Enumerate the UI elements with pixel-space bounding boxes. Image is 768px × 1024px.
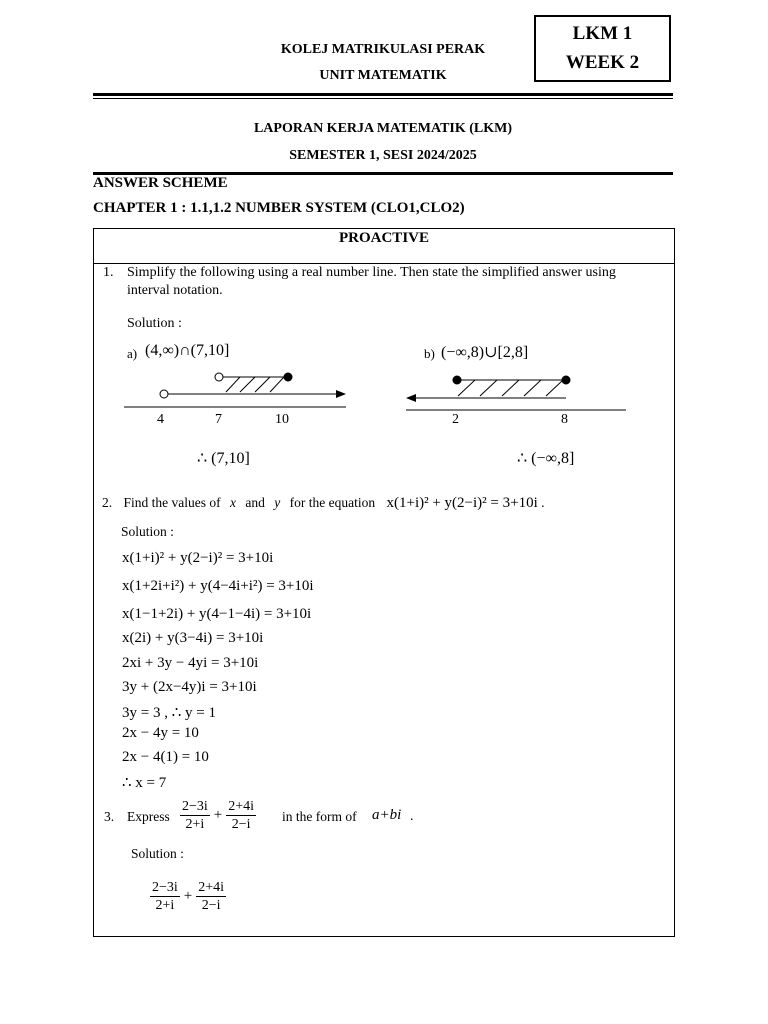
- q3-fraction-2-den: 2−i: [231, 817, 251, 832]
- q1a-label: a): [127, 346, 138, 361]
- q2-step-5: 2xi + 3y − 4yi = 3+10i: [122, 655, 259, 671]
- number-line-b: [400, 365, 630, 415]
- q1-solution-label: Solution :: [127, 316, 182, 331]
- q2-var-y: y: [274, 495, 281, 510]
- semester-line: SEMESTER 1, SESI 2024/2025: [289, 148, 477, 163]
- q1-number: 1.: [103, 265, 114, 280]
- q3-expression: [180, 798, 256, 833]
- interval-a-lower-4: [160, 390, 346, 398]
- q1a-expression: (4,∞)∩(7,10]: [145, 342, 230, 359]
- week-label: WEEK 2: [565, 52, 640, 73]
- q1-text-line1: Simplify the following using a real number line. Then state the simplified answer using: [127, 265, 616, 280]
- q3-solution-fraction-2-den: 2−i: [201, 898, 221, 913]
- q3-period: .: [410, 809, 414, 824]
- q3-number: 3.: [104, 809, 115, 824]
- q2-step-10: ∴ x = 7: [122, 775, 167, 791]
- q3-form: a+bi: [372, 807, 402, 823]
- q2-solution-label: Solution :: [121, 524, 174, 539]
- q2-question-line: 2. Find the values of x and y for the equation x(1+i)² + y(2−i)² = 3+10i .: [102, 495, 545, 511]
- q2-text-post: for the equation: [289, 495, 376, 510]
- q1a-answer: ∴ (7,10]: [197, 450, 250, 467]
- q3-fraction-1-den: 2+i: [185, 817, 205, 832]
- q3-solution-fraction-2-num: 2+4i: [198, 880, 225, 895]
- tick-label-2: 2: [452, 412, 459, 427]
- number-line-a: [110, 365, 360, 415]
- q3-plus: +: [213, 807, 223, 823]
- q3-solution-plus: +: [183, 888, 193, 904]
- proactive-header-cell: [93, 228, 675, 264]
- tick-label-7: 7: [215, 412, 222, 427]
- header-rule-thin: [93, 98, 673, 99]
- tick-label-10: 10: [275, 412, 289, 427]
- q2-step-1: x(1+i)² + y(2−i)² = 3+10i: [122, 550, 274, 566]
- q2-step-2: x(1+2i+i²) + y(4−4i+i²) = 3+10i: [122, 578, 314, 594]
- q2-step-6: 3y + (2x−4y)i = 3+10i: [122, 679, 257, 695]
- q1b-expression: (−∞,8)∪[2,8]: [441, 344, 529, 361]
- q1b-answer: ∴ (−∞,8]: [517, 450, 575, 467]
- interval-a-upper-7-10: [215, 373, 293, 393]
- q3-solution-label: Solution :: [131, 846, 184, 861]
- q3-solution-fraction-1-num: 2−3i: [152, 880, 178, 895]
- report-title: LAPORAN KERJA MATEMATIK (LKM): [253, 121, 513, 136]
- q3-fraction-2-num: 2+4i: [228, 799, 255, 814]
- q2-text-and: and: [245, 495, 265, 510]
- q1-text-line2: interval notation.: [127, 283, 223, 298]
- q3-solution-fraction-1-den: 2+i: [155, 898, 175, 913]
- tick-label-8: 8: [561, 412, 568, 427]
- q3-text-post: in the form of: [282, 809, 357, 824]
- header-rule-thick: [93, 93, 673, 96]
- q2-step-4: x(2i) + y(3−4i) = 3+10i: [122, 630, 264, 646]
- q3-solution-fraction-1: [150, 879, 180, 914]
- q2-step-7: 3y = 3 , ∴ y = 1: [122, 705, 216, 721]
- q3-text-pre: Express: [127, 809, 170, 824]
- college-name: KOLEJ MATRIKULASI PERAK: [280, 42, 486, 57]
- q2-step-3: x(1−1+2i) + y(4−1−4i) = 3+10i: [122, 606, 312, 622]
- q2-step-8: 2x − 4y = 10: [122, 725, 199, 741]
- interval-b-2-8: [453, 376, 571, 397]
- q2-text-pre: Find the values of: [123, 495, 221, 510]
- q3-solution-expression: [150, 879, 226, 914]
- unit-name: UNIT MATEMATIK: [319, 68, 447, 83]
- q2-var-x: x: [230, 495, 236, 510]
- chapter-title: CHAPTER 1 : 1.1,1.2 NUMBER SYSTEM (CLO1,CLO2): [93, 200, 465, 216]
- tick-label-4: 4: [157, 412, 164, 427]
- q3-fraction-2: [226, 798, 256, 833]
- lkm-week-box: [534, 15, 671, 82]
- proactive-heading: PROACTIVE: [338, 230, 429, 246]
- q3-fraction-1: [180, 798, 210, 833]
- q2-equation: x(1+i)² + y(2−i)² = 3+10i: [386, 495, 538, 511]
- q2-step-9: 2x − 4(1) = 10: [122, 749, 209, 765]
- q3-solution-fraction-2: [196, 879, 226, 914]
- q2-number: 2.: [102, 495, 113, 510]
- q3-fraction-1-num: 2−3i: [182, 799, 208, 814]
- q1b-label: b): [424, 346, 435, 361]
- answer-scheme-title: ANSWER SCHEME: [93, 175, 228, 191]
- interval-b-minus-inf-8: [406, 394, 566, 402]
- lkm-label: LKM 1: [572, 23, 633, 44]
